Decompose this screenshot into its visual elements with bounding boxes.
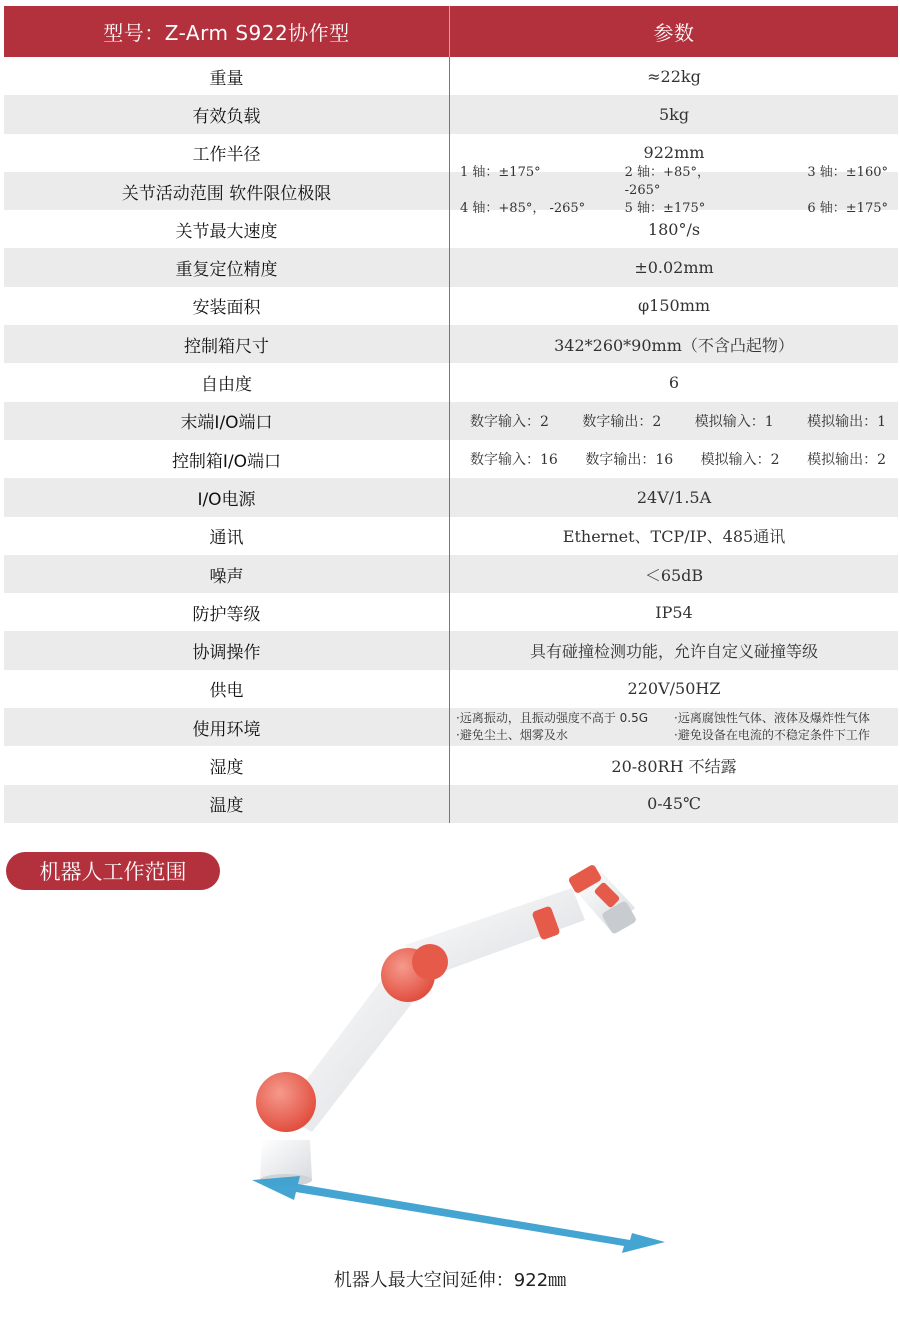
- section-title: 机器人工作范围: [6, 852, 220, 890]
- table-row: [4, 325, 898, 363]
- end-io-value: [450, 402, 898, 440]
- header-params: 参数: [653, 21, 695, 45]
- row-label: 重复定位精度: [4, 248, 450, 286]
- env-item: ·远离腐蚀性气体、液体及爆炸性气体: [674, 711, 870, 726]
- table-row: [4, 517, 898, 555]
- spec-table: [4, 6, 898, 823]
- row-value: 220V/50HZ: [627, 679, 721, 699]
- row-label: 控制箱尺寸: [4, 325, 450, 363]
- env-item: ·避免尘土、烟雾及水: [456, 728, 568, 743]
- table-row: [4, 785, 898, 823]
- row-value: ＜65dB: [644, 565, 704, 585]
- table-row: [4, 165, 898, 217]
- header-model: 型号：Z-Arm S922协作型: [4, 6, 450, 57]
- table-row: [4, 248, 898, 286]
- row-label: 通讯: [4, 517, 450, 555]
- row-label: 湿度: [4, 746, 450, 784]
- table-row: [4, 746, 898, 784]
- row-value: 180°/s: [647, 219, 701, 239]
- table-row: [4, 555, 898, 593]
- table-header: [4, 6, 898, 57]
- joint-1: 1 轴：±175°: [460, 165, 541, 181]
- io-item: 模拟输出：2: [807, 452, 886, 469]
- row-value: 0-45℃: [647, 794, 701, 814]
- io-item: 模拟输出：1: [807, 413, 886, 430]
- table-row: [4, 363, 898, 401]
- table-row: [4, 57, 898, 95]
- row-label: I/O电源: [4, 478, 450, 516]
- row-value: 6: [668, 373, 680, 393]
- row-label: 重量: [4, 57, 450, 95]
- row-label: 末端I/O端口: [4, 402, 450, 440]
- row-value: 5kg: [658, 104, 690, 124]
- box-io-value: [450, 440, 898, 478]
- row-value: φ150mm: [637, 296, 711, 316]
- row-value: 922mm: [643, 143, 705, 163]
- row-label: 工作半径: [4, 134, 450, 172]
- row-label: 噪声: [4, 555, 450, 593]
- row-value: ±0.02mm: [634, 258, 714, 278]
- robot-joint-1: [256, 1072, 316, 1132]
- joint-5: 5 轴：±175°: [624, 201, 706, 217]
- robot-joint-3: [412, 944, 448, 980]
- joint-4: 4 轴：+85°， -265°: [460, 201, 586, 217]
- joint-6: 6 轴：±175°: [807, 201, 888, 217]
- io-item: 数字输出：16: [585, 452, 674, 469]
- table-row: [4, 670, 898, 708]
- row-label: 防护等级: [4, 593, 450, 631]
- table-row: [4, 440, 898, 478]
- table-row: [4, 402, 898, 440]
- row-label: 关节最大速度: [4, 210, 450, 248]
- joint-range-value: [450, 165, 898, 217]
- row-label: 供电: [4, 670, 450, 708]
- row-value: 342*260*90mm（不含凸起物）: [554, 335, 794, 355]
- row-label: 关节活动范围 软件限位极限: [4, 172, 450, 210]
- reach-caption: 机器人最大空间延伸：922㎜: [333, 1270, 567, 1291]
- row-value: ≈22kg: [647, 66, 701, 86]
- row-value: 20-80RH 不结露: [611, 756, 737, 776]
- reach-arrow: [252, 1176, 665, 1253]
- io-item: 模拟输入：1: [694, 413, 774, 430]
- io-item: 数字输出：2: [582, 413, 662, 430]
- row-label: 自由度: [4, 363, 450, 401]
- io-item: 数字输入：2: [470, 413, 549, 430]
- row-label: 温度: [4, 785, 450, 823]
- row-value: 具有碰撞检测功能，允许自定义碰撞等级: [529, 642, 818, 662]
- io-item: 数字输入：16: [470, 452, 558, 469]
- row-label: 使用环境: [4, 708, 450, 746]
- table-row: [4, 478, 898, 516]
- table-row: [4, 95, 898, 133]
- robot-arm-illustration: [240, 850, 680, 1255]
- io-item: 模拟输入：2: [700, 452, 780, 469]
- row-value: IP54: [655, 602, 693, 622]
- row-value: Ethernet、TCP/IP、485通讯: [562, 527, 786, 547]
- environment-value: [450, 708, 898, 746]
- row-label: 协调操作: [4, 631, 450, 669]
- joint-2: 2 轴：+85°， -265°: [624, 165, 710, 199]
- env-item: ·避免设备在电流的不稳定条件下工作: [674, 728, 870, 743]
- row-label: 安装面积: [4, 287, 450, 325]
- table-row: [4, 631, 898, 669]
- row-label: 有效负载: [4, 95, 450, 133]
- joint-3: 3 轴：±160°: [807, 165, 888, 181]
- table-row: [4, 708, 898, 746]
- env-item: ·远离振动，且振动强度不高于 0.5G: [456, 711, 649, 726]
- row-value: 24V/1.5A: [636, 487, 712, 507]
- table-row: [4, 210, 898, 248]
- table-row: [4, 287, 898, 325]
- table-row: [4, 593, 898, 631]
- row-label: 控制箱I/O端口: [4, 440, 450, 478]
